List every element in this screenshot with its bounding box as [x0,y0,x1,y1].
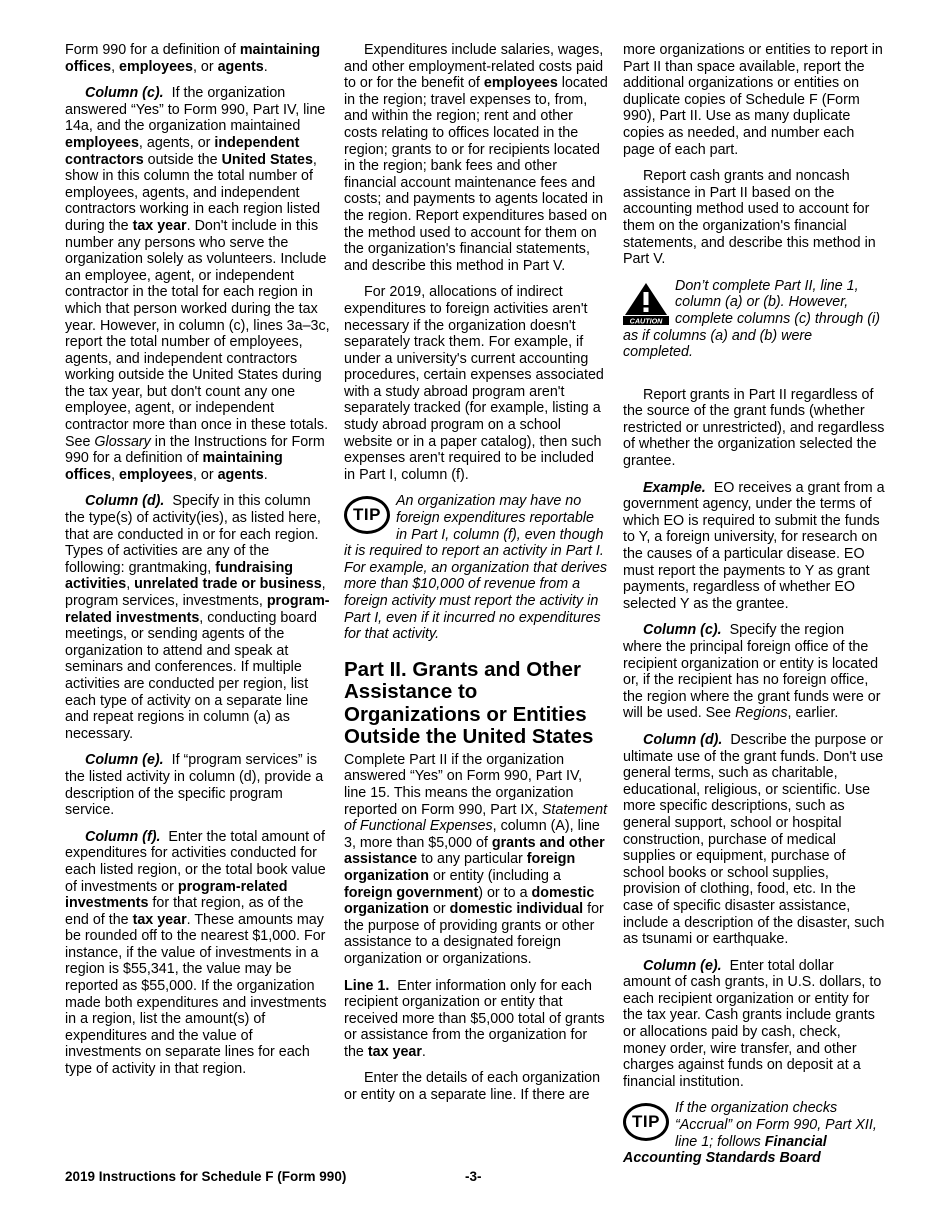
paragraph-example: Example. EO receives a grant from a government agency, under the terms of which EO is required to submit the funds to Y, a foreign university, for research on the causes of a particular disease. EO must report the payments to Y as grant payments, regardless of whether EO selected Y as the grantee. [623,479,885,612]
paragraph-column-f: Column (f). Enter the total amount of expenditures for activities conducted for each listed region, or the total book value of investments or program-related investments for that region, as of the end of the tax year. These amounts may be rounded off to the nearest $1,000. For instance, if the value of investments in a region is $55,341, the value may be reported as $55,000. If the organization made both expenditures and investments in a region, list the amount(s) of expenditures and the value of investments on separate lines for each type of activity in that region. [65,828,327,1078]
section-heading-part-ii: Part II. Grants and Other Assistance to Organizations or Entities Outside the United States [344,657,594,749]
run-in-heading: Column (f). [85,828,161,845]
run-in-heading: Example. [643,479,706,496]
run-in-heading: Column (d). [85,493,165,510]
caution-label: CAUTION [629,316,663,325]
paragraph-column-c: Column (c). If the organization answered “Yes” to Form 990, Part IV, line 14a, and the organization maintained employees, agents, or independent contractors outside the United States, show in this column the total number of employees, agents, and independent contractors working in each region listed during the tax year. Don't include in this number any persons who serve the organization solely as volunteers. Include an employee, agent, or independent contractor in the total for each region in which that person worked during the tax year. However, in column (c), lines 3a–3c, report the total number of employees, agents, and independent contractors working outside the United States during the tax year, but don't count any one employee, agent, or independent contractor more than once in these totals. See Glossary in the Instructions for Form 990 for a definition of maintaining offices, employees, or agents. [65,85,330,483]
paragraph-column-e: Column (e). If “program services” is the listed activity in column (d), provide a description of the specific program service. [65,752,324,819]
caution-icon [623,281,669,325]
run-in-heading: Column (c). [643,622,722,639]
paragraph-report-grants: Report grants in Part II regardless of the source of the grant funds (whether restricted or unrestricted), and regardless of whether the organization selected the grantee. [623,386,885,470]
run-in-heading: Column (e). [85,752,164,769]
caution-note [623,278,885,361]
run-in-heading: Line 1. [344,977,390,994]
page-number: -3- [465,1169,482,1184]
tip-note: TIP If the organization checks “Accrual” on Form 990, Part XII, line 1; follows Financial Accounting Standards Board [623,1100,877,1167]
paragraph-allocations: For 2019, allocations of indirect expenditures to foreign activities aren't necessary if the organization doesn't separately track them. For example, if under a university's current accounting procedures, certain expenses associated with a study abroad program aren't separately tracked (for example, listing a study abroad program on a school website or in a paper catalog), then such expenses aren't required to be included in Part I, column (f). [344,284,604,483]
footer-title: 2019 Instructions for Schedule F (Form 990) [65,1169,347,1184]
paragraph-column-d: Column (d). Describe the purpose or ultimate use of the grant funds. Don't use general terms, such as charitable, educational, religious, or scientific. Use more specific descriptions, such as general support, school or hospital construction, purchase of medical supplies or equipment, purchase of school books or school supplies, provision of clothing, food, etc. In the case of specific disaster assistance, include a description of the disaster, such as tsunami or earthquake. [623,731,885,948]
tip-icon: TIP [623,1103,669,1141]
run-in-heading: Column (c). [85,85,164,102]
paragraph-definition-continued: Form 990 for a definition of maintaining offices, employees, or agents. [65,42,321,75]
paragraph-column-e: Column (e). Enter total dollar amount of cash grants, in U.S. dollars, to each recipient organization or entity for the tax year. Cash grants include grants or allocations paid by cash, check, money order, wire transfer, and other charges against funds on deposit at a financial institution. [623,957,882,1090]
run-in-heading: Column (d). [643,731,723,748]
column-middle [344,42,608,1114]
column-left [65,42,330,1088]
paragraph-more-organizations: more organizations or entities to report in Part II than space available, report the additional organizations or entities on duplicate copies of Schedule F (Form 990), Part II. Use as many duplicate copies as needed, and number each page of each part. [623,42,883,158]
paragraph-report-cash: Report cash grants and noncash assistance in Part II based on the accounting method used to account for them on the organization's financial statements, and describe this method in Part V. [623,168,876,268]
paragraph-line-1: Line 1. Enter information only for each recipient organization or entity that received more than $5,000 total of grants or assistance from the organization for the tax year. [344,977,605,1060]
paragraph-column-d: Column (d). Specify in this column the type(s) of activity(ies), as listed here, that are conducted in or for each region. Types of activities are any of the following: grantmaking, fundraising activities, unrelated trade or business, program services, investments, program-related investments, conducting board meetings, or sending agents of the organization to attend and speak at seminars and conferences. If multiple activities are conducted per region, list each type of activity on a separate line and repeat regions in column (a) as necessary. [65,493,330,742]
paragraph-expenditures: Expenditures include salaries, wages, and other employment-related costs paid to or for the benefit of employees located in the region; travel expenses to, from, and within the region; rent and other costs relating to offices located in the region; grants to or for recipients located in the region; bank fees and other financial account maintenance fees and costs; and payments to agents located in the region. Report expenditures based on the method used to account for them on the organization's financial statements, and describe this method in Part V. [344,42,608,274]
paragraph-complete-part-ii: Complete Part II if the organization answered “Yes” on Form 990, Part IV, line 15. This means the organization reported on Form 990, Part IX, Statement of Functional Expenses, column (A), line 3, more than $5,000 of grants and other assistance to any particular foreign organization or entity (including a foreign government) or to a domestic organization or domestic individual for the purpose of providing grants or other assistance to a designated foreign organization or organizations. [344,751,608,967]
tip-text: An organization may have no foreign expenditures reportable in Part I, column (f), even though it is required to report an activity in Part I. For example, an organization that derives more than $10,000 of revenue from a foreign activity must report the activity in Part I, even if it incurred no expenditures for that activity. [344,493,608,643]
caution-text: Don’t complete Part II, line 1, column (a) or (b). However, complete columns (c) through (i) as if columns (a) and (b) were completed. [623,277,880,361]
column-right [623,42,885,1179]
page-footer [65,1169,885,1184]
paragraph-column-c: Column (c). Specify the region where the principal foreign office of the recipient organization or entity is located or, if the recipient has no foreign office, the region where the grant funds were or will be used. See Regions, earlier. [623,622,881,722]
run-in-heading: Column (e). [643,957,722,974]
tip-icon: TIP [344,496,390,534]
tip-note [344,493,608,642]
paragraph-enter-details: Enter the details of each organization or entity on a separate line. If there are [344,1070,601,1104]
